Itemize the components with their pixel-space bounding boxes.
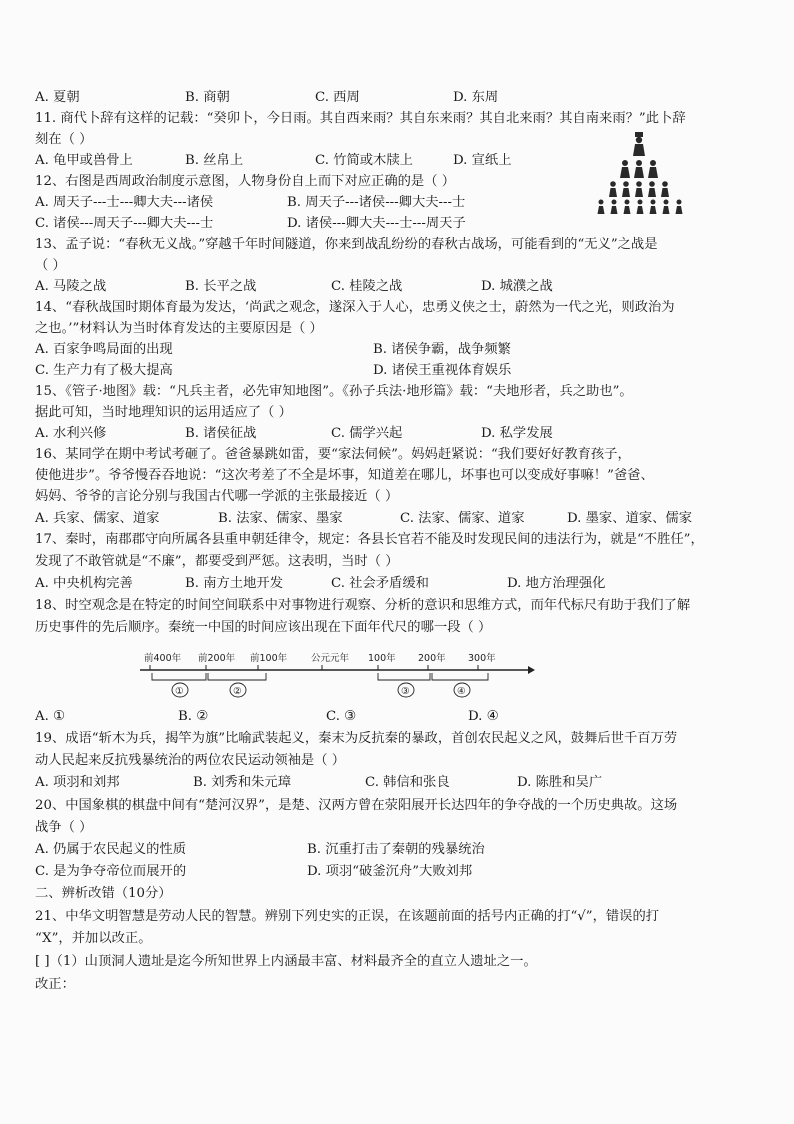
q18-stem-line1: 18、时空观念是在特定的时间空间联系中对事物进行观察、分析的意识和思维方式，而年代标尺有助于我们了解 (35, 598, 691, 613)
q19-option-c: C. 韩信和张良 (365, 775, 450, 790)
q21-stem-line2: “X”，并加以改正。 (35, 931, 152, 946)
timeline-brackets (152, 673, 488, 680)
q10-options (35, 89, 774, 107)
q14-stem-line2: 之也。’”材料认为当时体育发达的主要原因是（ ） (35, 321, 323, 336)
q15-option-b: B. 诸侯征战 (185, 426, 257, 441)
q13-option-c: C. 桂陵之战 (331, 279, 403, 294)
q19-options (35, 774, 774, 792)
tier-2-figures (620, 160, 658, 178)
q19-stem-line2: 动人民起来反抗残暴统治的两位农民运动领袖是（ ） (35, 753, 346, 768)
q14-option-a: A. 百家争鸣局面的出现 (35, 342, 173, 357)
q21-item-1: [ ]（1）山顶洞人遗址是迄今所知世界上内涵最丰富、材料最齐全的直立人遗址之一。 (35, 954, 537, 969)
timeline-ticks (150, 665, 478, 670)
q18-option-c: C. ③ (326, 709, 357, 724)
q18-option-a: A. ① (35, 709, 65, 724)
q12-option-c: C. 诸侯---周天子---卿大夫---士 (35, 216, 214, 231)
q15-option-d: D. 私学发展 (481, 426, 553, 441)
q15-stem-line1: 15、《管子·地图》载：“凡兵主者，必先审知地图”。《孙子兵法·地形篇》载：“夫地形者，兵之助也”。 (35, 384, 633, 399)
q19-option-a: A. 项羽和刘邦 (35, 775, 120, 790)
q20-options-row2 (35, 863, 774, 881)
q18-stem-line2: 历史事件的先后顺序。秦统一中国的时间应该出现在下面年代尺的哪一段（ ） (35, 620, 492, 635)
q11-option-a: A. 龟甲或兽骨上 (35, 153, 133, 168)
q16-stem-line1: 16、某同学在期中考试考砸了。爸爸暴跳如雷，要“家法伺候”。妈妈赶紧说：“我们要好好教育孩子， (35, 447, 631, 462)
q20-stem-line2: 战争（ ） (35, 820, 93, 835)
q11-stem-line2: 刻在（ ） (35, 132, 93, 147)
q16-option-b: B. 法家、儒家、墨家 (218, 511, 343, 526)
q12-option-a: A. 周天子---士---卿大夫---诸侯 (35, 195, 214, 210)
q16-option-d: D. 墨家、道家、儒家 (567, 511, 693, 526)
q16-option-c: C. 法家、儒家、道家 (400, 511, 525, 526)
q20-option-b: B. 沉重打击了秦朝的残暴统治 (307, 842, 485, 857)
q16-stem-line2: 使他进步”。爷爷慢吞吞地说：“这次考差了不全是坏事，知道差在哪儿，坏事也可以变成好事嘛！”爸爸、 (35, 468, 654, 483)
segment-4-label: ④ (457, 686, 466, 697)
q20-option-c: C. 是为争夺帝位而展开的 (35, 864, 187, 879)
q14-option-b: B. 诸侯争霸，战争频繁 (373, 342, 511, 357)
q19-option-d: D. 陈胜和吴广 (517, 775, 603, 790)
q20-option-d: D. 项羽“破釜沉舟”大败刘邦 (307, 864, 473, 879)
q10-option-b: B. 商朝 (185, 90, 230, 105)
q12-option-d: D. 诸侯---卿大夫---士---周天子 (287, 216, 466, 231)
q11-stem-line1: 11. 商代卜辞有这样的记载：“癸卯卜，今日雨。其自西来雨？其自东来雨？其自北来雨？其自南来雨？”此卜辞 (35, 111, 686, 126)
segment-2-label: ② (233, 686, 242, 697)
q13-stem-line2: （ ） (35, 258, 66, 273)
section-2-title: 二、辨析改错（10分） (35, 886, 172, 901)
timeline-label-ad1: 公元元年 (311, 653, 350, 664)
q15-option-a: A. 水利兴修 (35, 426, 107, 441)
q18-options (35, 708, 774, 726)
q15-option-c: C. 儒学兴起 (331, 426, 403, 441)
q16-option-a: A. 兵家、儒家、道家 (35, 511, 160, 526)
segment-1-label: ① (175, 686, 184, 697)
q17-option-c: C. 社会矛盾缓和 (331, 576, 429, 591)
q11-option-c: C. 竹简或木牍上 (315, 153, 413, 168)
q13-options (35, 278, 774, 296)
q16-options (35, 510, 774, 528)
q14-stem-line1: 14、“春秋战国时期体育最为发达，‘尚武之观念，遂深入于人心，忠勇义侠之士，蔚然为一代之光，则政治为 (35, 300, 675, 315)
q10-option-d: D. 东周 (453, 90, 499, 105)
timeline-label-100: 100年 (368, 653, 396, 664)
q17-option-a: A. 中央机构完善 (35, 576, 133, 591)
q19-stem-line1: 19、成语“斩木为兵，揭竿为旗”比喻武装起义，秦末为反抗秦的暴政，首创农民起义之风，鼓舞后世千百万劳 (35, 731, 678, 746)
q17-options (35, 575, 774, 593)
q11-option-b: B. 丝帛上 (185, 153, 244, 168)
tier-1-figure (633, 132, 645, 156)
q20-option-a: A. 仍属于农民起义的性质 (35, 842, 187, 857)
q13-option-d: D. 城濮之战 (481, 279, 553, 294)
q17-stem-line1: 17、秦时，南郡郡守向所属各县重申朝廷律令，规定：各县长官若不能及时发现民间的违法行为，就是“不胜任”， (35, 532, 704, 547)
q12-options-row2 (35, 215, 774, 233)
q18-option-b: B. ② (178, 709, 209, 724)
q12-stem: 12、右图是西周政治制度示意图，人物身份自上而下对应正确的是（ ） (35, 174, 456, 189)
q12-option-b: B. 周天子---诸侯---卿大夫---士 (287, 195, 466, 210)
q20-stem-line1: 20、中国象棋的棋盘中间有“楚河汉界”，是楚、汉两方曾在荥阳展开长达四年的争夺战的一个历史典故。这场 (35, 798, 678, 813)
timeline-label-300: 300年 (468, 653, 496, 664)
q17-stem-line2: 发现了不敢管就是“不廉”，都要受到严惩。这表明，当时（ ） (35, 554, 399, 569)
q18-option-d: D. ④ (468, 709, 499, 724)
q12-options-row1 (35, 194, 774, 212)
q15-options (35, 425, 774, 443)
segment-3-label: ③ (401, 686, 410, 697)
q14-option-d: D. 诸侯王重视体育娱乐 (373, 363, 512, 378)
q21-stem-line1: 21、中华文明智慧是劳动人民的智慧。辨别下列史实的正误，在该题前面的括号内正确的打“√”，错误的打 (35, 909, 660, 924)
q14-options-row2 (35, 362, 774, 380)
correction-label: 改正： (35, 977, 75, 992)
q16-stem-line3: 妈妈、爷爷的言论分别与我国古代哪一学派的主张最接近（ ） (35, 489, 399, 504)
q13-option-b: B. 长平之战 (185, 279, 257, 294)
timeline-label-bc400: 前400年 (144, 653, 182, 664)
q13-option-a: A. 马陵之战 (35, 279, 107, 294)
timeline-label-bc100: 前100年 (250, 653, 288, 664)
timeline-arrow (528, 666, 535, 674)
q10-option-a: A. 夏朝 (35, 90, 80, 105)
timeline-label-200: 200年 (418, 653, 446, 664)
q17-option-d: D. 地方治理强化 (507, 576, 606, 591)
timeline-label-bc200: 前200年 (198, 653, 236, 664)
q14-options-row1 (35, 341, 774, 359)
q13-stem-line1: 13、孟子说：“春秋无义战。”穿越千年时间隧道，你来到战乱纷纷的春秋古战场，可能看到的“无义”之战是 (35, 237, 658, 252)
q10-option-c: C. 西周 (315, 90, 360, 105)
q11-option-d: D. 宣纸上 (453, 153, 512, 168)
q17-option-b: B. 南方土地开发 (185, 576, 284, 591)
q19-option-b: B. 刘秀和朱元璋 (193, 775, 292, 790)
q14-option-c: C. 生产力有了极大提高 (35, 363, 173, 378)
q15-stem-line2: 据此可知，当时地理知识的运用适应了（ ） (35, 405, 292, 420)
q20-options-row1 (35, 841, 774, 859)
timeline-ruler (136, 648, 536, 704)
